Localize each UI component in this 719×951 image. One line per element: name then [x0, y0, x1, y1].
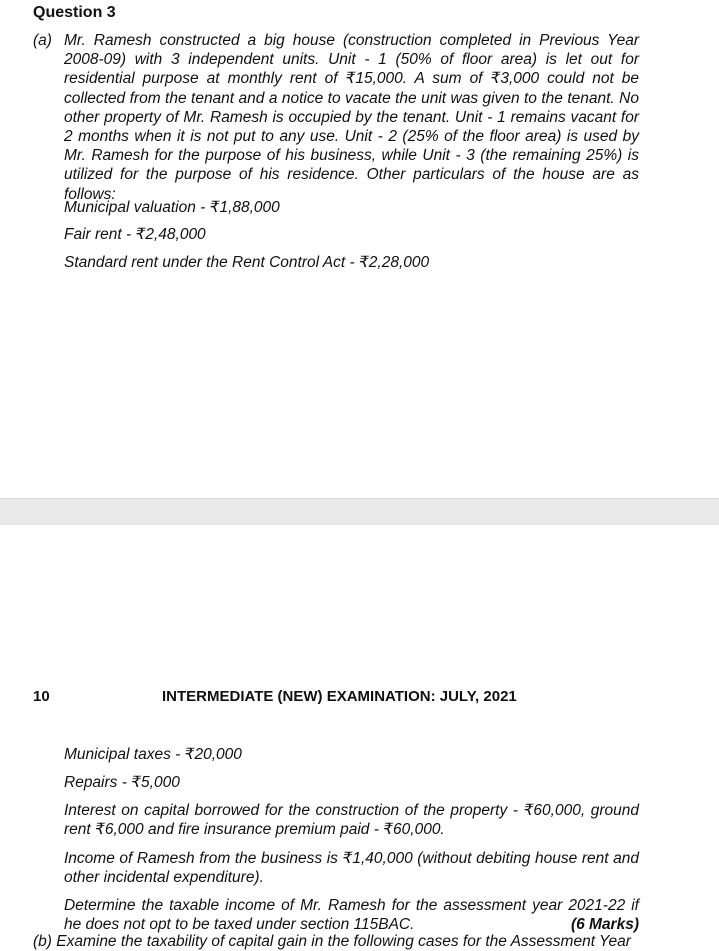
marks-label: (6 Marks) — [570, 916, 639, 934]
question-title: Question 3 — [33, 4, 116, 21]
page-separator — [0, 498, 719, 526]
particular-business-income: Income of Ramesh from the business is ₹1,40,000 (without debiting house rent and other incidental expenditure). — [64, 850, 639, 887]
final-instruction — [64, 896, 639, 934]
particular-standard-rent: Standard rent under the Rent Control Act - ₹2,28,000 — [64, 254, 430, 271]
page-2 — [0, 525, 719, 949]
cut-off-text: (b) Examine the taxability of capital gain in the following cases for the Assessment Year — [33, 933, 631, 950]
particular-fair-rent: Fair rent - ₹2,48,000 — [64, 226, 206, 243]
question-intro: Mr. Ramesh constructed a big house (construction completed in Previous Year 2008-09) with 3 independent units. Unit - 1 (50% of floor area) is let out for residential purpose at monthly rent of ₹15,000. A sum of ₹3,000 could not be collected from the tenant and a notice to vacate the unit was given to the tenant. No other property of Mr. Ramesh is occupied by the tenant. Unit - 1 remains vacant for 2 months when it is not put to any use. Unit - 2 (25% of the floor area) is used by Mr. Ramesh for the purpose of his business, while Unit - 3 (the remaining 25%) is utilized for the purpose of his residence. Other particulars of the house are as follows: — [64, 32, 639, 203]
particular-interest: Interest on capital borrowed for the construction of the property - ₹60,000, ground rent ₹6,000 and fire insurance premium paid - ₹60,000. — [64, 802, 639, 839]
cut-off-next-line — [33, 933, 653, 951]
particular-repairs: Repairs - ₹5,000 — [64, 774, 180, 791]
particular-municipal-taxes: Municipal taxes - ₹20,000 — [64, 746, 242, 763]
final-text: Determine the taxable income of Mr. Ramesh for the assessment year 2021-22 if he does not opt to be taxed under section 115BAC. — [64, 897, 639, 934]
particular-municipal-valuation: Municipal valuation - ₹1,88,000 — [64, 199, 280, 216]
part-label: (a) — [33, 32, 52, 49]
page-header: INTERMEDIATE (NEW) EXAMINATION: JULY, 2021 — [162, 688, 517, 705]
page-number: 10 — [33, 688, 50, 705]
